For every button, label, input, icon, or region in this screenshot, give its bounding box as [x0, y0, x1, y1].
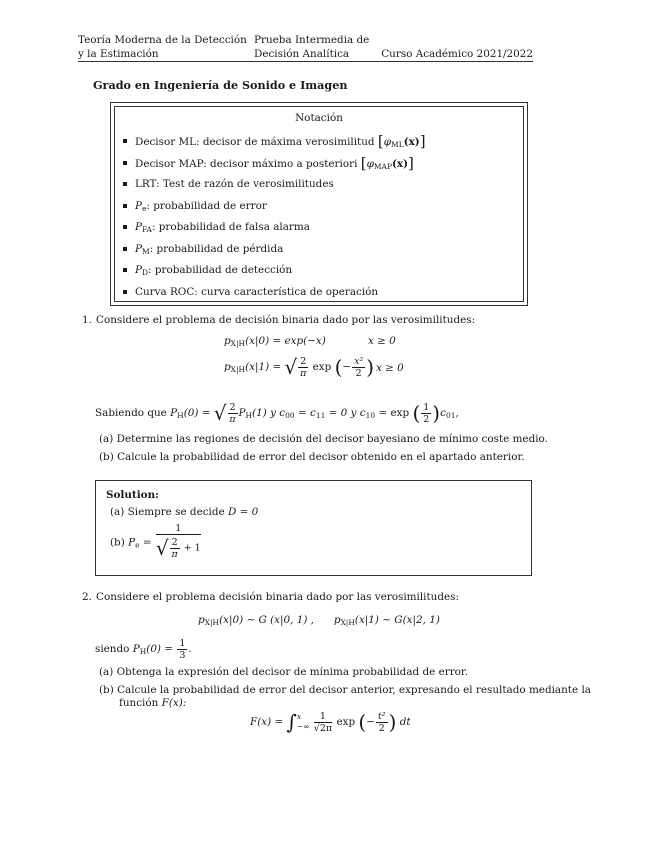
bracket-close: ] — [419, 132, 426, 150]
fraction-denominator: π — [229, 413, 236, 425]
sqrt-term — [214, 398, 239, 428]
notation-symbol: φ — [366, 157, 374, 170]
notation-symbol: P — [135, 264, 142, 276]
bullet-icon — [123, 268, 127, 272]
eq-symbol: p — [198, 614, 205, 626]
part-label: (a) — [110, 506, 125, 518]
paren-open: ( — [358, 710, 367, 734]
eq-sub: X|H — [230, 339, 246, 348]
problem2-number: 2. — [82, 591, 92, 603]
fraction — [352, 356, 365, 379]
part-math: F(x): — [161, 697, 187, 709]
exam-title-line1: Prueba Intermedia de — [254, 34, 370, 46]
fraction-denominator — [156, 535, 201, 562]
part-label: (b) — [99, 451, 114, 463]
problem1-number: 1. — [82, 314, 92, 326]
fraction — [376, 711, 388, 734]
notation-desc: : probabilidad de falsa alarma — [151, 221, 310, 233]
fraction-denominator: π — [171, 548, 178, 560]
bracket-close: ] — [408, 153, 414, 172]
given-part: (1) y c — [252, 407, 286, 419]
notation-item-ml — [123, 133, 426, 155]
fraction-denominator: √2π — [313, 722, 333, 734]
paren-close: ) — [388, 710, 397, 734]
exam-title-line2: Decisión Analítica — [254, 47, 350, 60]
notation-item-roc — [123, 284, 426, 306]
given-part: (0) = — [183, 407, 211, 419]
part-label: (a) — [99, 666, 114, 678]
notation-symbol: P — [135, 199, 142, 212]
given-sub: 10 — [365, 411, 376, 420]
part-sub: e — [135, 540, 140, 550]
fraction-numerator: 2 — [171, 536, 178, 548]
eq-rhs: (x|1) ∼ G(x|2, 1) — [354, 614, 440, 626]
bullet-icon — [123, 247, 127, 251]
notation-item-pfa — [123, 219, 426, 241]
bullet-icon — [123, 204, 127, 208]
notation-desc: : Test de razón de verosimilitudes — [156, 178, 334, 190]
bullet-icon — [123, 290, 127, 294]
notation-sub: D — [142, 268, 149, 277]
bullet-icon — [123, 161, 127, 165]
given-sub: 01 — [445, 411, 456, 420]
part-label: (b) — [110, 536, 125, 549]
problem2-statement-line — [82, 591, 459, 603]
differential: dt — [399, 716, 411, 728]
eq-condition: x ≥ 0 — [376, 362, 404, 374]
bracket-open: [ — [377, 132, 384, 150]
denominator-rest: + 1 — [183, 542, 201, 554]
fraction — [228, 402, 238, 425]
part-eq: = — [142, 536, 152, 549]
cdf-formula: F(x) = ∫ x −∞ $\frac{1}{√2\pi}$ exp (− $\frac{\text{t²}}{2}$ ) dt — [250, 710, 411, 734]
paren-open: ( — [412, 401, 421, 425]
notation-desc: : decisor de máxima verosimilitud — [196, 136, 375, 148]
fraction-denominator: π — [300, 367, 307, 379]
eq-lhs-rest: (x|1) = — [245, 361, 282, 373]
notation-item-pe — [123, 198, 426, 220]
problem1-part-b — [99, 451, 525, 463]
part-label: (a) — [99, 433, 114, 445]
problem1-given — [95, 398, 459, 431]
fraction-numerator: 1 — [423, 401, 430, 413]
notation-symbol: φ — [383, 136, 392, 148]
problem1-statement-line — [82, 314, 475, 326]
paren-close: ) — [432, 401, 441, 425]
fraction — [156, 523, 201, 562]
fraction — [170, 537, 180, 560]
exp-fn: exp — [336, 716, 356, 728]
notation-arg: (x) — [392, 157, 409, 170]
notation-item-pd — [123, 262, 426, 284]
notation-sub: MAP — [373, 161, 393, 171]
problem2-given — [95, 636, 192, 665]
fraction-numerator: 1 — [314, 711, 332, 723]
notation-desc: : decisor máximo a posteriori — [203, 157, 358, 170]
notation-desc: : probabilidad de error — [146, 199, 267, 212]
solution-part-a — [110, 506, 258, 518]
notation-box — [110, 102, 528, 306]
problem1-eq1 — [224, 335, 326, 348]
notation-title: Notación — [295, 112, 343, 124]
degree-title: Grado en Ingeniería de Sonido e Imagen — [93, 78, 348, 92]
fraction-denominator: 2 — [355, 367, 362, 379]
solution-title: Solution: — [106, 489, 160, 501]
bracket-open: [ — [360, 153, 367, 172]
notation-item-pm — [123, 241, 426, 263]
given-part: (0) = — [146, 643, 173, 655]
integral-upper: x — [296, 712, 302, 721]
fraction-denominator: 2 — [423, 413, 430, 425]
formula-lhs: F(x) = — [250, 716, 284, 728]
notation-sub: ML — [391, 140, 404, 149]
notation-sub: FA — [142, 225, 152, 234]
part-math: D = 0 — [227, 506, 259, 518]
problem2-eq — [198, 614, 440, 627]
exp-fn: exp — [312, 361, 332, 373]
given-sub: 00 — [285, 411, 295, 420]
given-prefix: Sabiendo que — [95, 407, 167, 419]
given-prefix: siendo — [95, 643, 130, 655]
problem1-eq2: $p_{X|H}(x|1)$ = √ $\frac{2}{\pi}$ exp (− $\frac{\text{x²}}{2}$ ) — [224, 352, 374, 385]
sqrt-icon: √ — [155, 536, 169, 560]
eq-symbol: p — [224, 335, 231, 347]
eq-sub: X|H — [204, 618, 220, 627]
problem1-eq1-cond — [368, 335, 396, 347]
problem1-part-a — [99, 433, 548, 445]
given-symbol: P — [132, 643, 140, 655]
problem1-statement: Considere el problema de decisión binaria dado por las verosimilitudes: — [96, 314, 476, 326]
bullet-icon — [123, 182, 127, 186]
part-math: P — [128, 536, 136, 549]
given-part: = c — [297, 407, 316, 419]
notation-desc: : probabilidad de pérdida — [149, 242, 284, 255]
given-sub: 11 — [315, 411, 326, 420]
problem2-part-a — [99, 666, 468, 678]
eq-sub: X|H — [340, 618, 355, 627]
given-part: = 0 y c — [328, 407, 366, 419]
fraction-denominator: 3 — [179, 649, 186, 661]
integral-limits — [297, 712, 310, 732]
page-header — [78, 34, 533, 62]
part-text: Obtenga la expresión del decisor de mínima probabilidad de error. — [116, 666, 469, 678]
part-text: Determine las regiones de decisión del decisor bayesiano de mínimo coste medio. — [116, 433, 548, 445]
notation-arg: (x) — [403, 136, 420, 148]
given-part: , — [455, 407, 459, 419]
notation-item-map — [123, 155, 426, 177]
sqrt-icon: √ — [284, 355, 298, 379]
notation-inner-frame — [114, 106, 524, 302]
course-title-line2: y la Estimación — [78, 47, 159, 60]
integral-lower: −∞ — [296, 722, 310, 731]
course-title — [78, 34, 247, 61]
exam-title — [254, 34, 369, 61]
header-rule — [78, 61, 533, 62]
eq-condition: x ≥ 0 — [368, 335, 396, 347]
solution-box — [95, 480, 532, 576]
bullet-icon — [123, 139, 127, 143]
paren-close: ) — [366, 355, 375, 379]
notation-sub: M — [142, 246, 150, 256]
fraction — [421, 402, 431, 425]
part-text: Calcule la probabilidad de error del decisor obtenido en el apartado anterior. — [117, 451, 525, 463]
fraction — [298, 356, 308, 379]
given-part: P — [238, 407, 246, 419]
problem2-statement: Considere el problema decisión binaria dado por las verosimilitudes: — [96, 591, 460, 603]
sqrt-term — [284, 352, 309, 382]
notation-symbol: P — [135, 221, 142, 233]
fraction — [314, 711, 332, 734]
fraction — [177, 638, 187, 661]
notation-term: LRT — [135, 178, 157, 190]
given-symbol: P — [170, 407, 178, 419]
notation-term: Curva ROC — [135, 285, 195, 298]
fraction-denominator: 2 — [378, 722, 385, 734]
given-sub: H — [177, 411, 184, 420]
eq-rhs: (x|0) = exp(−x) — [245, 335, 326, 347]
paren-open: ( — [334, 355, 343, 379]
fraction-numerator: 1 — [156, 523, 201, 535]
eq-rhs: (x|0) ∼ G (x|0, 1) , — [219, 614, 314, 626]
fraction-numerator: 1 — [179, 637, 186, 649]
notation-symbol: P — [135, 242, 142, 255]
academic-year: Curso Académico 2021/2022 — [381, 47, 533, 60]
part-text: Siempre se decide — [127, 506, 225, 518]
part-text: Calcule la probabilidad de error del decisor anterior, expresando el resultado mediante la — [117, 684, 591, 696]
problem2-part-b-cont — [119, 697, 186, 709]
notation-term: Decisor MAP — [135, 157, 204, 170]
sqrt-icon: √ — [213, 401, 227, 425]
part-label: (b) — [99, 684, 114, 696]
problem2-part-b — [99, 684, 591, 696]
part-text: función — [119, 697, 159, 709]
solution-part-b — [110, 523, 202, 562]
notation-term: Decisor ML — [135, 136, 197, 148]
notation-desc: : curva característica de operación — [194, 285, 379, 298]
problem1-eq2-cond — [376, 362, 404, 374]
notation-item-lrt — [123, 176, 426, 198]
notation-list — [123, 133, 426, 305]
eq-sub: X|H — [230, 365, 246, 374]
course-title-line1: Teoría Moderna de la Detección — [78, 34, 247, 46]
eq-symbol: p — [224, 361, 231, 373]
given-part: c — [440, 407, 446, 419]
fraction-numerator: x² — [354, 355, 364, 367]
fraction-numerator: t² — [377, 710, 386, 722]
fraction-numerator: 2 — [229, 401, 236, 413]
bullet-icon — [123, 225, 127, 229]
eq-symbol: p — [333, 614, 341, 626]
notation-sub: e — [142, 203, 147, 213]
fraction-numerator: 2 — [300, 355, 307, 367]
integral-icon: ∫ — [286, 710, 297, 734]
notation-desc: : probabilidad de detección — [148, 264, 293, 276]
given-sub: H — [245, 411, 253, 420]
given-part: = exp — [378, 407, 410, 419]
given-part: . — [188, 643, 192, 655]
given-sub: H — [139, 647, 147, 656]
